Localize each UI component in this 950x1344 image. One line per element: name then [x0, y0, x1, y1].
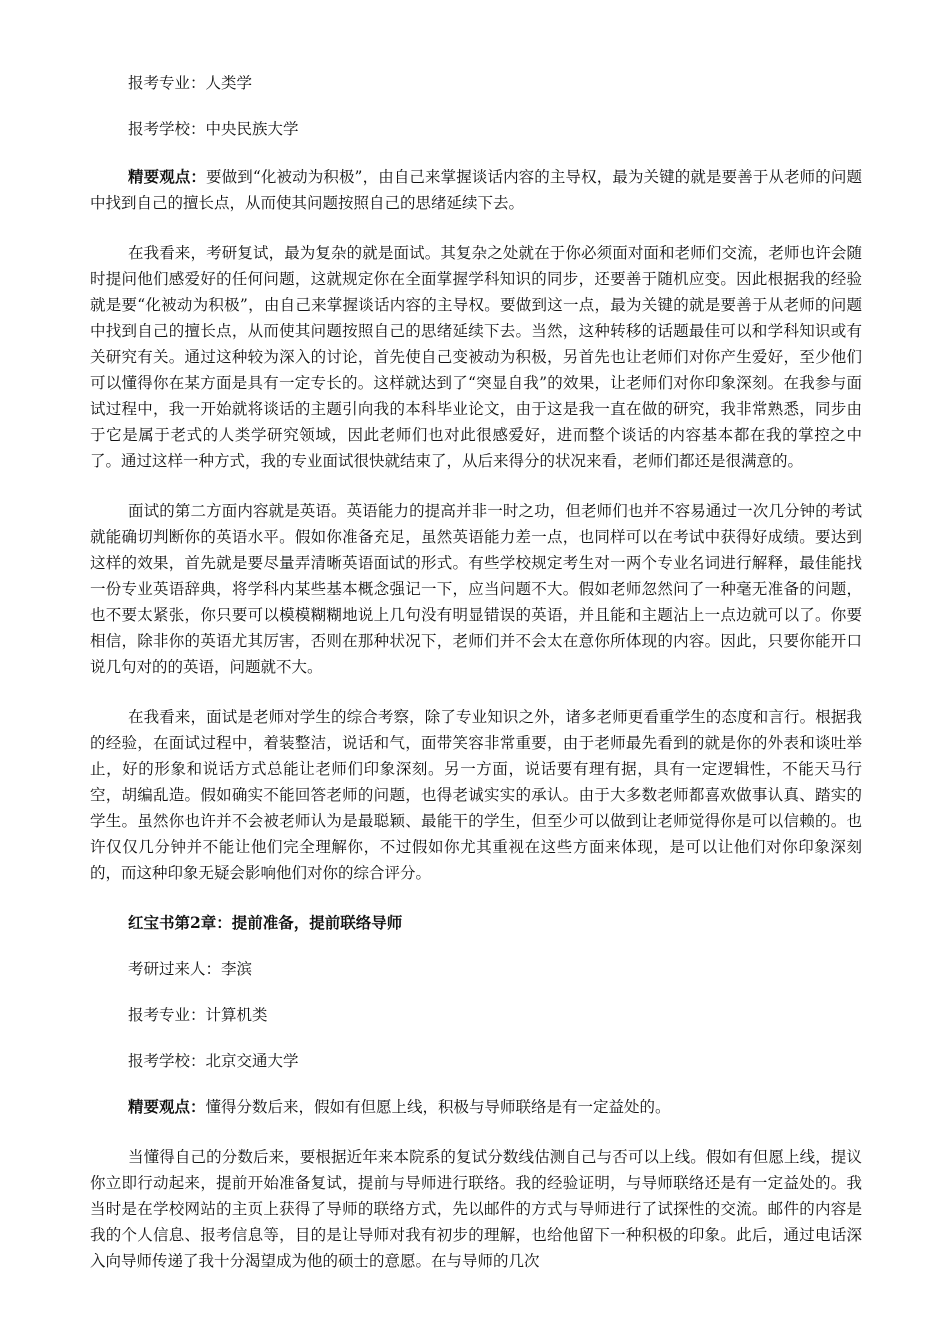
key-point-text: 要做到“化被动为积极”，由自己来掌握谈话内容的主导权，最为关键的就是要善于从老师的问题中找到自己的擅长点，从而使其问题按照自己的思绪延续下去。 [90, 168, 862, 212]
major-value: 人类学 [205, 74, 253, 92]
school-line-2 [90, 1048, 862, 1074]
body-paragraph-2: 面试的第二方面内容就是英语。英语能力的提高并非一时之功，但老师们也并不容易通过一次几分钟的考试就能确切判断你的英语水平。假如你准备充足，虽然英语能力差一点，也同样可以在考试中获得好成绩。要达到这样的效果，首先就是要尽量弄清晰英语面试的形式。有些学校规定考生对一两个专业名词进行解释，最佳能找一份专业英语辞典，将学科内某些基本概念强记一下，应当问题不大。假如老师忽然问了一种毫无准备的问题，也不要太紧张，你只要可以模模糊糊地说上几句没有明显错误的英语，并且能和主题沾上一点边就可以了。你要相信，除非你的英语尤其厉害，否则在那种状况下，老师们并不会太在意你所体现的内容。因此，只要你能开口说几句对的的英语，问题就不大。 [90, 502, 862, 676]
body-paragraph-4: 当懂得自己的分数后来，要根据近年来本院系的复试分数线估测自己与否可以上线。假如有但愿上线，提议你立即行动起来，提前开始准备复试，提前与导师进行联络。我的经验证明，与导师联络还是有一定益处的。我当时是在学校网站的主页上获得了导师的联络方式，先以邮件的方式与导师进行了试探性的交流。邮件的内容是我的个人信息、报考信息等，目的是让导师对我有初步的理解，也给他留下一种积极的印象。此后，通过电话深入向导师传递了我十分渴望成为他的硕士的意愿。在与导师的几次 [90, 1148, 862, 1270]
person-value: 李滨 [221, 960, 253, 978]
key-point-text-2: 懂得分数后来，假如有但愿上线，积极与导师联络是有一定益处的。 [205, 1098, 671, 1116]
chapter-title: 红宝书第2章：提前准备，提前联络导师 [128, 913, 403, 932]
major-label: 报考专业： [128, 74, 206, 92]
person-label: 考研过来人： [128, 960, 222, 978]
school-value: 中央民族大学 [205, 120, 299, 138]
key-point-paragraph-2 [90, 1094, 862, 1120]
school-label: 报考学校： [128, 120, 206, 138]
major-line [90, 70, 862, 96]
key-point-paragraph [90, 164, 862, 216]
major-label-2: 报考专业： [128, 1006, 206, 1024]
school-line [90, 116, 862, 142]
school-label-2: 报考学校： [128, 1052, 206, 1070]
key-point-label: 精要观点： [128, 167, 207, 186]
major-line-2 [90, 1002, 862, 1028]
body-paragraph-3: 在我看来，面试是老师对学生的综合考察，除了专业知识之外，诸多老师更看重学生的态度和言行。根据我的经验，在面试过程中，着装整洁，说话和气，面带笑容非常重要，由于老师最先看到的就是你的外表和谈吐举止，好的形象和说话方式总能让老师们印象深刻。另一方面，说话要有理有据，具有一定逻辑性，不能天马行空，胡编乱造。假如确实不能回答老师的问题，也得老诚实实的承认。由于大多数老师都喜欢做事认真、踏实的学生。虽然你也许并不会被老师认为是最聪颖、最能干的学生，但至少可以做到让老师觉得你是可以信赖的。也许仅仅几分钟并不能让他们完全理解你，不过假如你尤其重视在这些方面来体现，是可以让他们对你印象深刻的，而这种印象无疑会影响他们对你的综合评分。 [90, 708, 862, 882]
school-value-2: 北京交通大学 [205, 1052, 299, 1070]
body-paragraph-1: 在我看来，考研复试，最为复杂的就是面试。其复杂之处就在于你必须面对面和老师们交流，老师也许会随时提问他们感爱好的任何问题，这就规定你在全面掌握学科知识的同步，还要善于随机应变。因此根据我的经验就是要“化被动为积极”，由自己来掌握谈话内容的主导权。要做到这一点，最为关键的就是要善于从老师的问题中找到自己的擅长点，从而使其问题按照自己的思绪延续下去。当然，这种转移的话题最佳可以和学科知识或有关研究有关。通过这种较为深入的讨论，首先使自己变被动为积极，另首先也让老师们对你产生爱好，至少他们可以懂得你在某方面是具有一定专长的。这样就达到了“突显自我”的效果，让老师们对你印象深刻。在我参与面试过程中，我一开始就将谈话的主题引向我的本科毕业论文，由于这是我一直在做的研究，我非常熟悉，同步由于它是属于老式的人类学研究领域，因此老师们也对此很感爱好，进而整个谈话的内容基本都在我的掌控之中了。通过这样一种方式，我的专业面试很快就结束了，从后来得分的状况来看，老师们都还是很满意的。 [90, 244, 862, 470]
person-line [90, 956, 862, 982]
major-value-2: 计算机类 [205, 1006, 268, 1024]
key-point-label-2: 精要观点： [128, 1097, 206, 1116]
document-page [90, 70, 862, 1274]
